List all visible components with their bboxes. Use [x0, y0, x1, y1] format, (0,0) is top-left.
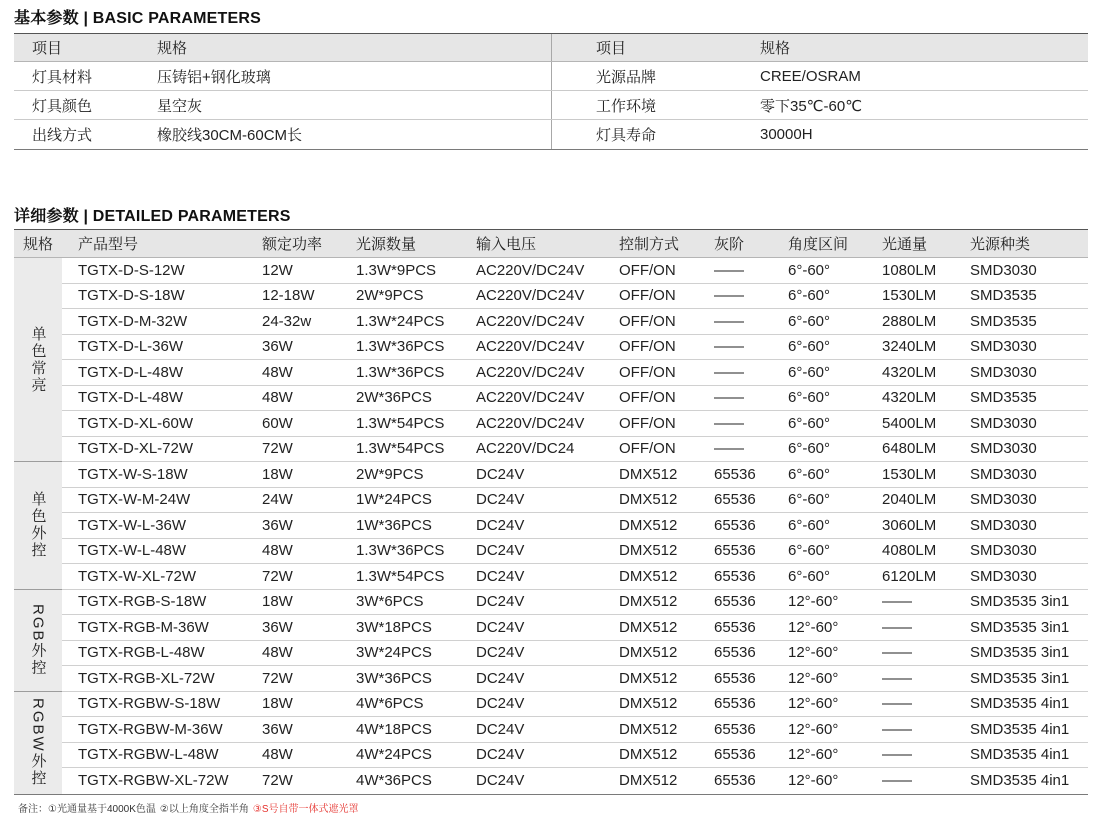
detail-row: [62, 513, 1088, 539]
detail-cell-control: OFF/ON: [619, 414, 676, 432]
detail-cell-led-count: 1.3W*54PCS: [356, 567, 445, 585]
detail-cell-beam-angle: 12°-60°: [788, 772, 839, 790]
detail-cell-led-type: SMD3535 3in1: [970, 593, 1070, 611]
detail-cell-power: 18W: [262, 465, 293, 483]
detail-cell-control: DMX512: [619, 720, 678, 738]
detail-cell-beam-angle: 12°-60°: [788, 669, 839, 687]
detail-cell-grayscale: ——: [714, 414, 744, 432]
detail-cell-beam-angle: 12°-60°: [788, 720, 839, 738]
detail-cell-model: TGTX-RGB-XL-72W: [78, 669, 215, 687]
detail-rows: [62, 258, 1088, 794]
detail-cell-beam-angle: 6°-60°: [788, 465, 831, 483]
detail-row: [62, 692, 1088, 718]
detail-cell-beam-angle: 6°-60°: [788, 516, 831, 534]
detail-cell-led-type: SMD3030: [970, 567, 1037, 585]
detail-cell-control: DMX512: [619, 669, 678, 687]
detail-cell-led-type: SMD3535 4in1: [970, 772, 1070, 790]
basic-cell-spec: 压铸铝+钢化玻璃: [157, 68, 271, 86]
detail-row: [62, 539, 1088, 565]
detail-cell-model: TGTX-D-S-12W: [78, 261, 185, 279]
detail-cell-grayscale: 65536: [714, 695, 756, 713]
group-cell: [14, 590, 62, 692]
detail-cell-voltage: AC220V/DC24V: [476, 389, 585, 407]
detail-header-control: 控制方式: [619, 236, 680, 253]
detail-cell-control: DMX512: [619, 491, 678, 509]
detail-cell-led-count: 1.3W*36PCS: [356, 338, 445, 356]
detail-header-power: 额定功率: [262, 236, 323, 253]
detail-cell-control: OFF/ON: [619, 261, 676, 279]
detail-cell-beam-angle: 6°-60°: [788, 312, 831, 330]
detail-cell-beam-angle: 6°-60°: [788, 491, 831, 509]
detail-cell-flux: 2880LM: [882, 312, 937, 330]
detail-cell-model: TGTX-W-L-48W: [78, 542, 187, 560]
detail-cell-model: TGTX-W-S-18W: [78, 465, 188, 483]
detail-cell-led-count: 1.3W*54PCS: [356, 440, 445, 458]
detail-parameters-table: [14, 229, 1088, 795]
detail-cell-led-count: 1.3W*54PCS: [356, 414, 445, 432]
detail-cell-led-count: 1.3W*24PCS: [356, 312, 445, 330]
detail-row: [62, 615, 1088, 641]
detail-cell-led-type: SMD3535 3in1: [970, 644, 1070, 662]
detail-cell-flux: ——: [882, 720, 912, 738]
detail-cell-grayscale: 65536: [714, 567, 756, 585]
detail-cell-beam-angle: 6°-60°: [788, 287, 831, 305]
basic-header-spec: 规格: [157, 40, 188, 57]
detail-cell-led-type: SMD3030: [970, 491, 1037, 509]
detail-cell-flux: ——: [882, 695, 912, 713]
detail-row: [62, 488, 1088, 514]
detail-cell-voltage: DC24V: [476, 772, 525, 790]
detail-cell-control: OFF/ON: [619, 312, 676, 330]
detail-cell-control: OFF/ON: [619, 389, 676, 407]
detail-cell-grayscale: 65536: [714, 618, 756, 636]
basic-cell-spec: 零下35℃-60℃: [760, 97, 863, 115]
detail-cell-control: DMX512: [619, 772, 678, 790]
basic-row: [14, 91, 1088, 120]
detail-cell-grayscale: ——: [714, 287, 744, 305]
detail-cell-led-count: 4W*18PCS: [356, 720, 432, 738]
detail-cell-voltage: AC220V/DC24V: [476, 414, 585, 432]
detail-cell-led-count: 3W*18PCS: [356, 618, 432, 636]
detail-cell-flux: ——: [882, 772, 912, 790]
basic-cell-spec: CREE/OSRAM: [760, 67, 861, 85]
group-cell: [14, 692, 62, 794]
detail-cell-beam-angle: 6°-60°: [788, 440, 831, 458]
detail-cell-voltage: AC220V/DC24V: [476, 287, 585, 305]
detail-header-beam-angle: 角度区间: [788, 236, 849, 253]
detail-cell-grayscale: ——: [714, 312, 744, 330]
detail-cell-led-type: SMD3030: [970, 261, 1037, 279]
detail-cell-beam-angle: 6°-60°: [788, 338, 831, 356]
detail-cell-led-count: 2W*9PCS: [356, 465, 424, 483]
detail-cell-led-type: SMD3030: [970, 338, 1037, 356]
detail-cell-voltage: DC24V: [476, 695, 525, 713]
detail-cell-flux: ——: [882, 618, 912, 636]
detail-row: [62, 666, 1088, 692]
basic-row: [14, 62, 1088, 91]
detail-cell-grayscale: 65536: [714, 593, 756, 611]
detail-cell-control: DMX512: [619, 542, 678, 560]
basic-cell-item: 灯具材料: [32, 68, 93, 86]
detail-cell-model: TGTX-RGB-S-18W: [78, 593, 207, 611]
detail-cell-flux: 4080LM: [882, 542, 937, 560]
detail-cell-flux: ——: [882, 669, 912, 687]
detail-cell-power: 72W: [262, 669, 293, 687]
detail-cell-power: 48W: [262, 542, 293, 560]
detail-cell-model: TGTX-RGBW-XL-72W: [78, 772, 229, 790]
detail-cell-led-count: 3W*24PCS: [356, 644, 432, 662]
detail-cell-model: TGTX-D-L-48W: [78, 389, 183, 407]
detail-cell-power: 36W: [262, 516, 293, 534]
detail-row: [62, 386, 1088, 412]
detail-cell-model: TGTX-D-L-48W: [78, 363, 183, 381]
detail-header-grayscale: 灰阶: [714, 236, 745, 253]
detail-cell-led-count: 4W*6PCS: [356, 695, 424, 713]
detail-cell-grayscale: 65536: [714, 644, 756, 662]
detail-cell-grayscale: ——: [714, 363, 744, 381]
detail-cell-beam-angle: 6°-60°: [788, 363, 831, 381]
detail-cell-grayscale: ——: [714, 440, 744, 458]
detail-cell-control: DMX512: [619, 593, 678, 611]
detail-cell-power: 48W: [262, 363, 293, 381]
detail-cell-power: 72W: [262, 440, 293, 458]
detail-cell-control: OFF/ON: [619, 363, 676, 381]
detail-cell-flux: 1530LM: [882, 465, 937, 483]
detail-parameters-title: 详细参数 | DETAILED PARAMETERS: [14, 208, 291, 225]
detail-cell-grayscale: 65536: [714, 772, 756, 790]
detail-cell-led-type: SMD3535 3in1: [970, 618, 1070, 636]
detail-cell-model: TGTX-W-L-36W: [78, 516, 187, 534]
detail-cell-model: TGTX-D-S-18W: [78, 287, 185, 305]
detail-cell-voltage: DC24V: [476, 618, 525, 636]
detail-cell-model: TGTX-D-M-32W: [78, 312, 188, 330]
basic-cell-item: 出线方式: [32, 127, 93, 144]
detail-cell-power: 48W: [262, 389, 293, 407]
detail-cell-beam-angle: 12°-60°: [788, 618, 839, 636]
detail-cell-led-count: 3W*36PCS: [356, 669, 432, 687]
detail-cell-control: OFF/ON: [619, 338, 676, 356]
detail-cell-flux: ——: [882, 593, 912, 611]
detail-cell-voltage: DC24V: [476, 567, 525, 585]
detail-cell-grayscale: 65536: [714, 746, 756, 764]
detail-cell-flux: ——: [882, 746, 912, 764]
detail-row: [62, 335, 1088, 361]
detail-cell-led-count: 1W*36PCS: [356, 516, 432, 534]
detail-cell-led-type: SMD3030: [970, 414, 1037, 432]
detail-cell-model: TGTX-RGBW-M-36W: [78, 720, 223, 738]
detail-header-row: [14, 230, 1088, 258]
basic-row: [14, 120, 1088, 149]
detail-cell-led-count: 4W*24PCS: [356, 746, 432, 764]
detail-cell-voltage: AC220V/DC24V: [476, 363, 585, 381]
detail-cell-led-type: SMD3535: [970, 312, 1037, 330]
detail-cell-voltage: DC24V: [476, 593, 525, 611]
detail-cell-power: 36W: [262, 618, 293, 636]
detail-cell-led-type: SMD3030: [970, 542, 1037, 560]
basic-header-spec: 规格: [760, 40, 791, 57]
detail-cell-voltage: DC24V: [476, 491, 525, 509]
detail-row: [62, 564, 1088, 590]
detail-body: [14, 258, 1088, 794]
detail-cell-control: DMX512: [619, 746, 678, 764]
detail-header-led-type: 光源种类: [970, 236, 1031, 253]
detail-cell-power: 18W: [262, 593, 293, 611]
detail-cell-control: DMX512: [619, 644, 678, 662]
detail-cell-led-type: SMD3030: [970, 363, 1037, 381]
detail-row: [62, 360, 1088, 386]
detail-cell-led-count: 1.3W*36PCS: [356, 542, 445, 560]
group-label: 单色常亮: [29, 325, 47, 394]
detail-cell-flux: 6120LM: [882, 567, 937, 585]
detail-cell-beam-angle: 12°-60°: [788, 746, 839, 764]
detail-cell-voltage: AC220V/DC24V: [476, 261, 585, 279]
detail-cell-flux: 3240LM: [882, 338, 937, 356]
detail-cell-beam-angle: 12°-60°: [788, 644, 839, 662]
detail-header-model: 产品型号: [78, 236, 139, 253]
detail-cell-control: DMX512: [619, 695, 678, 713]
detail-cell-flux: 6480LM: [882, 440, 937, 458]
detail-cell-control: DMX512: [619, 516, 678, 534]
detail-cell-voltage: DC24V: [476, 542, 525, 560]
detail-header-led-count: 光源数量: [356, 236, 417, 253]
detail-cell-voltage: DC24V: [476, 720, 525, 738]
detail-cell-grayscale: 65536: [714, 516, 756, 534]
detail-cell-power: 48W: [262, 644, 293, 662]
basic-parameters-title: 基本参数 | BASIC PARAMETERS: [14, 10, 262, 27]
detail-cell-led-type: SMD3535: [970, 389, 1037, 407]
detail-cell-led-type: SMD3535 4in1: [970, 746, 1070, 764]
detail-cell-grayscale: ——: [714, 261, 744, 279]
basic-header-row: [14, 34, 1088, 62]
detail-cell-flux: 1530LM: [882, 287, 937, 305]
detail-cell-control: DMX512: [619, 618, 678, 636]
detail-cell-power: 36W: [262, 720, 293, 738]
basic-cell-item: 光源品牌: [551, 62, 742, 90]
detail-cell-flux: 1080LM: [882, 261, 937, 279]
detail-cell-led-count: 2W*36PCS: [356, 389, 432, 407]
detail-cell-led-type: SMD3535 4in1: [970, 695, 1070, 713]
basic-cell-spec: 30000H: [760, 126, 813, 143]
detail-row: [62, 462, 1088, 488]
detail-row: [62, 590, 1088, 616]
detail-cell-model: TGTX-D-XL-72W: [78, 440, 194, 458]
detail-cell-power: 60W: [262, 414, 293, 432]
detail-cell-led-count: 1W*24PCS: [356, 491, 432, 509]
detail-cell-voltage: AC220V/DC24V: [476, 312, 585, 330]
detail-cell-grayscale: 65536: [714, 491, 756, 509]
basic-cell-item: 灯具颜色: [32, 97, 93, 115]
detail-cell-led-type: SMD3535 3in1: [970, 669, 1070, 687]
group-cell: [14, 258, 62, 462]
detail-cell-control: OFF/ON: [619, 287, 676, 305]
detail-row: [62, 284, 1088, 310]
group-label: 单色外控: [29, 491, 47, 560]
detail-cell-voltage: DC24V: [476, 516, 525, 534]
detail-cell-model: TGTX-RGBW-L-48W: [78, 746, 219, 764]
basic-cell-spec: 橡胶线30CM-60CM长: [157, 127, 303, 144]
detail-cell-power: 72W: [262, 567, 293, 585]
detail-cell-led-type: SMD3030: [970, 440, 1037, 458]
detail-cell-model: TGTX-W-M-24W: [78, 491, 191, 509]
group-cell: [14, 462, 62, 590]
basic-cell-item: 灯具寿命: [551, 120, 742, 149]
detail-cell-power: 72W: [262, 772, 293, 790]
footnote-item: ②以上角度全指半角: [159, 804, 249, 815]
basic-header-item: 项目: [32, 40, 63, 57]
detail-cell-flux: 5400LM: [882, 414, 937, 432]
detail-cell-beam-angle: 6°-60°: [788, 389, 831, 407]
detail-cell-grayscale: ——: [714, 389, 744, 407]
detail-cell-power: 18W: [262, 695, 293, 713]
detail-cell-led-type: SMD3535: [970, 287, 1037, 305]
detail-row: [62, 437, 1088, 463]
detail-cell-led-count: 2W*9PCS: [356, 287, 424, 305]
detail-header-voltage: 输入电压: [476, 236, 537, 253]
group-column: [14, 258, 62, 794]
detail-cell-beam-angle: 6°-60°: [788, 261, 831, 279]
detail-cell-grayscale: 65536: [714, 720, 756, 738]
detail-cell-control: OFF/ON: [619, 440, 676, 458]
detail-cell-voltage: AC220V/DC24V: [476, 338, 585, 356]
detail-cell-led-count: 1.3W*9PCS: [356, 261, 437, 279]
detail-cell-voltage: AC220V/DC24: [476, 440, 575, 458]
detail-cell-model: TGTX-D-L-36W: [78, 338, 183, 356]
footnote-highlight: ③S号自带一体式遮光罩: [252, 804, 359, 815]
detail-row: [62, 743, 1088, 769]
detail-cell-led-count: 1.3W*36PCS: [356, 363, 445, 381]
basic-parameters-table: [14, 33, 1088, 150]
group-label: RGB外控: [29, 603, 47, 677]
footnote-prefix: 备注：: [18, 804, 48, 815]
detail-cell-led-type: SMD3535 4in1: [970, 720, 1070, 738]
detail-cell-beam-angle: 6°-60°: [788, 542, 831, 560]
detail-cell-voltage: DC24V: [476, 644, 525, 662]
detail-row: [62, 768, 1088, 794]
detail-cell-voltage: DC24V: [476, 669, 525, 687]
footnote-item: ①光通量基于4000K色温: [48, 804, 156, 815]
group-label: RGBW外控: [29, 698, 47, 787]
detail-row: [62, 641, 1088, 667]
detail-cell-voltage: DC24V: [476, 465, 525, 483]
detail-cell-model: TGTX-RGBW-S-18W: [78, 695, 221, 713]
detail-cell-grayscale: 65536: [714, 465, 756, 483]
detail-row: [62, 411, 1088, 437]
detail-cell-flux: 2040LM: [882, 491, 937, 509]
detail-cell-grayscale: ——: [714, 338, 744, 356]
detail-cell-control: DMX512: [619, 567, 678, 585]
detail-cell-power: 12W: [262, 261, 293, 279]
detail-cell-control: DMX512: [619, 465, 678, 483]
detail-cell-led-count: 3W*6PCS: [356, 593, 424, 611]
detail-cell-grayscale: 65536: [714, 669, 756, 687]
detail-cell-flux: 3060LM: [882, 516, 937, 534]
detail-header-flux: 光通量: [882, 236, 928, 253]
basic-cell-item: 工作环境: [551, 91, 742, 119]
detail-cell-model: TGTX-W-XL-72W: [78, 567, 197, 585]
detail-cell-flux: 4320LM: [882, 389, 937, 407]
detail-cell-beam-angle: 6°-60°: [788, 567, 831, 585]
detail-cell-power: 12-18W: [262, 287, 315, 305]
detail-cell-flux: ——: [882, 644, 912, 662]
footnote: [18, 800, 359, 815]
basic-header-item: 项目: [551, 34, 742, 61]
detail-row: [62, 258, 1088, 284]
detail-cell-beam-angle: 12°-60°: [788, 695, 839, 713]
detail-cell-power: 24W: [262, 491, 293, 509]
detail-row: [62, 717, 1088, 743]
detail-cell-power: 24-32w: [262, 312, 312, 330]
detail-cell-led-type: SMD3030: [970, 516, 1037, 534]
basic-cell-spec: 星空灰: [157, 97, 203, 115]
detail-cell-voltage: DC24V: [476, 746, 525, 764]
detail-cell-model: TGTX-RGB-L-48W: [78, 644, 205, 662]
detail-cell-grayscale: 65536: [714, 542, 756, 560]
detail-cell-flux: 4320LM: [882, 363, 937, 381]
detail-cell-beam-angle: 12°-60°: [788, 593, 839, 611]
detail-cell-model: TGTX-RGB-M-36W: [78, 618, 209, 636]
detail-header-spec: 规格: [22, 236, 53, 253]
detail-cell-beam-angle: 6°-60°: [788, 414, 831, 432]
detail-cell-power: 36W: [262, 338, 293, 356]
detail-cell-power: 48W: [262, 746, 293, 764]
detail-cell-led-type: SMD3030: [970, 465, 1037, 483]
detail-cell-model: TGTX-D-XL-60W: [78, 414, 194, 432]
detail-cell-led-count: 4W*36PCS: [356, 772, 432, 790]
detail-row: [62, 309, 1088, 335]
